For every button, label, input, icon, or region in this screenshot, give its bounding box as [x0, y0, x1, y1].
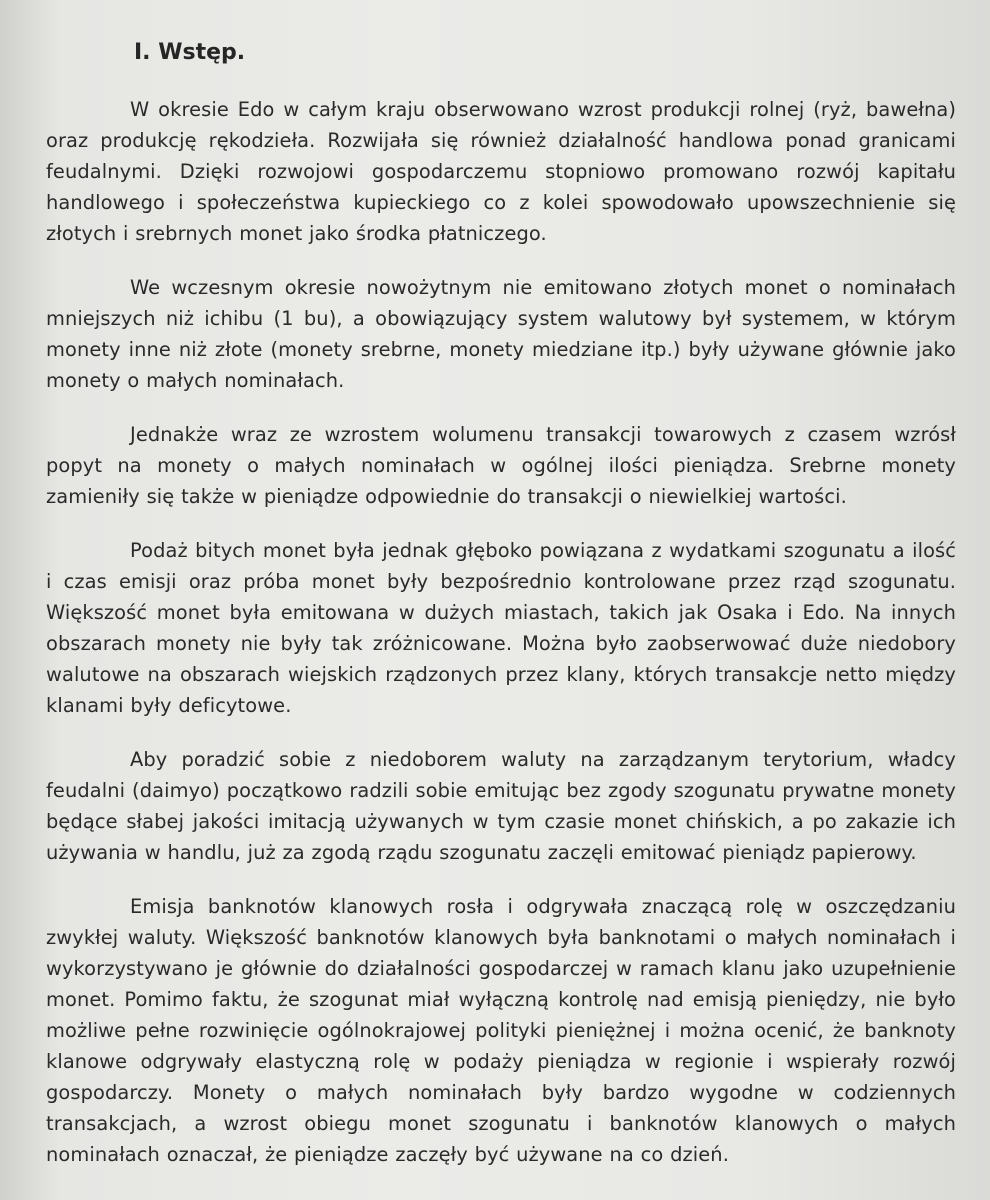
paragraph-6: Emisja banknotów klanowych rosła i odgrywała znaczącą rolę w oszczędzaniu zwykłej waluty. Większość banknotów klanowych była banknotami o małych nominałach i wykorzystywano je głównie do działalności gospodarczej w ramach klanu jako uzupełnienie monet. Pomimo faktu, że szogunat miał wyłączną kontrolę nad emisją pieniędzy, nie było możliwe pełne rozwinięcie ogólnokrajowej polityki pieniężnej i można ocenić, że banknoty klanowe odgrywały elastyczną rolę w podaży pieniądza w regionie i wspierały rozwój gospodarczy. Monety o małych nominałach były bardzo wygodne w codziennych transakcjach, a wzrost obiegu monet szogunatu i banknotów klanowych o małych nominałach oznaczał, że pieniądze zaczęły być używane na co dzień.	[46, 895, 956, 1166]
paragraph-3: Jednakże wraz ze wzrostem wolumenu transakcji towarowych z czasem wzrósł popyt na monety o małych nominałach w ogólnej ilości pieniądza. Srebrne monety zamieniły się także w pieniądze odpowiednie do transakcji o niewielkiej wartości.	[46, 423, 956, 508]
paragraph-5: Aby poradzić sobie z niedoborem waluty na zarządzanym terytorium, władcy feudalni (daimyo) początkowo radzili sobie emitując bez zgody szogunatu prywatne monety będące słabej jakości imitacją używanych w tym czasie monet chińskich, a po zakazie ich używania w handlu, już za zgodą rządu szogunatu zaczęli emitować pieniądz papierowy.	[46, 748, 956, 864]
paragraph-2: We wczesnym okresie nowożytnym nie emitowano złotych monet o nominałach mniejszych niż ichibu (1 bu), a obowiązujący system walutowy był systemem, w którym monety inne niż złote (monety srebrne, monety miedziane itp.) były używane głównie jako monety o małych nominałach.	[46, 276, 956, 392]
paragraph-4: Podaż bitych monet była jednak głęboko powiązana z wydatkami szogunatu a ilość i czas emisji oraz próba monet były bezpośrednio kontrolowane przez rząd szogunatu. Większość monet była emitowana w dużych miastach, takich jak Osaka i Edo. Na innych obszarach monety nie były tak zróżnicowane. Można było zaobserwować duże niedobory walutowe na obszarach wiejskich rządzonych przez klany, których transakcje netto między klanami były deficytowe.	[46, 539, 956, 717]
paragraph-1: W okresie Edo w całym kraju obserwowano wzrost produkcji rolnej (ryż, bawełna) oraz produkcję rękodzieła. Rozwijała się również działalność handlowa ponad granicami feudalnymi. Dzięki rozwojowi gospodarczemu stopniowo promowano rozwój kapitału handlowego i społeczeństwa kupieckiego co z kolei spowodowało upowszechnienie się złotych i srebrnych monet jako środka płatniczego.	[46, 98, 956, 245]
section-heading: I. Wstęp.	[134, 40, 246, 65]
